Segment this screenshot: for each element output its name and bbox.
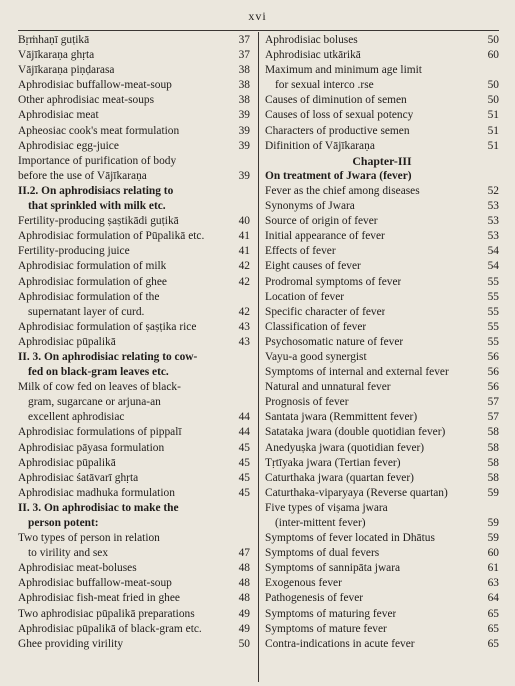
toc-entry-title: Vayu-a good synergist bbox=[265, 350, 367, 363]
toc-entry bbox=[18, 259, 250, 274]
toc-entry-title: II. 3. On aphrodisiac relating to cow- bbox=[18, 350, 198, 363]
toc-entry-page: 51 bbox=[487, 139, 499, 152]
toc-entry bbox=[265, 425, 499, 440]
toc-entry bbox=[265, 456, 499, 471]
toc-entry bbox=[265, 214, 499, 229]
toc-entry-page: 57 bbox=[487, 396, 499, 409]
toc-entry bbox=[18, 33, 250, 48]
toc-entry-page: 47 bbox=[238, 547, 250, 560]
toc-entry-title: Aphrodisiac buffallow-meat-soup bbox=[18, 577, 172, 590]
toc-entry-page: 53 bbox=[487, 200, 499, 213]
toc-entry-title: that sprinkled with milk etc. bbox=[28, 200, 166, 213]
section-heading bbox=[18, 350, 250, 365]
toc-entry bbox=[265, 108, 499, 123]
toc-entry-page: 54 bbox=[487, 245, 499, 258]
toc-entry-page: 50 bbox=[487, 34, 499, 46]
toc-entry-title: Aphrodisiac formulation of Pūpalikā etc. bbox=[18, 230, 205, 243]
toc-entry-page: 58 bbox=[487, 471, 499, 484]
toc-entry-title: fed on black-gram leaves etc. bbox=[28, 366, 169, 379]
toc-entry bbox=[265, 365, 499, 380]
toc-entry-page: 38 bbox=[238, 94, 250, 107]
toc-entry-title: Aphrodisiac pūpalikā of black-gram etc. bbox=[18, 622, 202, 635]
toc-entry-title: Anedyuṣka jwara (quotidian fever) bbox=[265, 441, 425, 454]
toc-entry bbox=[18, 63, 250, 78]
toc-entry-title: Fertility-producing juice bbox=[18, 245, 130, 258]
toc-entry-title: On treatment of Jwara (fever) bbox=[265, 169, 412, 182]
toc-entry-page: 63 bbox=[487, 577, 499, 590]
toc-entry-page: 39 bbox=[238, 124, 250, 137]
toc-entry-page: 53 bbox=[487, 230, 499, 243]
toc-entry bbox=[265, 124, 499, 139]
toc-entry-title: Prognosis of fever bbox=[265, 396, 349, 409]
toc-entry bbox=[265, 139, 499, 154]
toc-entry bbox=[18, 425, 250, 440]
toc-entry bbox=[18, 335, 250, 350]
toc-entry bbox=[265, 486, 499, 501]
toc-entry-page: 65 bbox=[487, 637, 499, 650]
toc-entry-page: 43 bbox=[238, 335, 250, 348]
toc-entry-page: 45 bbox=[238, 486, 250, 499]
toc-entry-title: Aphrodisiac formulation of ghee bbox=[18, 275, 167, 288]
toc-entry-page: 43 bbox=[238, 320, 250, 333]
toc-entry-page: 58 bbox=[487, 456, 499, 469]
toc-entry-title: person potent: bbox=[28, 517, 99, 529]
toc-entry-page: 42 bbox=[238, 260, 250, 273]
toc-entry bbox=[265, 275, 499, 290]
toc-entry-title: Chapter-III bbox=[352, 153, 412, 168]
toc-entry-title: Symptoms of mature fever bbox=[265, 622, 387, 635]
toc-entry-page: 53 bbox=[487, 215, 499, 228]
toc-entry-title: Source of origin of fever bbox=[265, 215, 378, 228]
toc-entry bbox=[18, 576, 250, 591]
toc-entry-page: 56 bbox=[487, 350, 499, 363]
toc-entry bbox=[18, 320, 250, 335]
toc-entry-title: Importance of purification of body bbox=[18, 154, 177, 167]
section-heading bbox=[265, 169, 499, 184]
toc-entry-page: 49 bbox=[238, 622, 250, 635]
page-number: xvi bbox=[248, 9, 267, 23]
toc-entry-page: 61 bbox=[487, 562, 499, 575]
toc-entry-title: Aphrodisiac meat bbox=[18, 109, 99, 122]
toc-entry bbox=[18, 214, 250, 229]
toc-entry bbox=[18, 108, 250, 123]
toc-entry-title: Psychosomatic nature of fever bbox=[265, 335, 404, 348]
toc-entry-page: 37 bbox=[238, 49, 250, 62]
toc-entry-page: 59 bbox=[487, 517, 499, 529]
toc-entry bbox=[18, 441, 250, 456]
toc-entry-title: Pathogenesis of fever bbox=[265, 592, 364, 605]
toc-entry-page: 38 bbox=[238, 64, 250, 77]
toc-entry bbox=[265, 93, 499, 108]
toc-entry-page: 56 bbox=[487, 366, 499, 379]
toc-entry-title: Contra-indications in acute fever bbox=[265, 637, 415, 650]
toc-entry-title: Milk of cow fed on leaves of black- bbox=[18, 381, 181, 394]
toc-entry-page: 55 bbox=[487, 290, 499, 303]
toc-entry-title: Santata jwara (Remmittent fever) bbox=[265, 411, 418, 424]
toc-entry bbox=[18, 410, 250, 425]
toc-entry-title: Symptoms of maturing fever bbox=[265, 607, 397, 620]
toc-entry-title: for sexual interco .rse bbox=[275, 79, 374, 92]
toc-entry-title: Fever as the chief among diseases bbox=[265, 184, 420, 197]
toc-entry-title: Aphrodisiac formulation of the bbox=[18, 290, 160, 303]
toc-entry-page: 48 bbox=[238, 577, 250, 590]
toc-entry-page: 60 bbox=[487, 49, 499, 62]
toc-entry bbox=[18, 139, 250, 154]
section-heading bbox=[18, 199, 250, 214]
toc-entry-page: 54 bbox=[487, 260, 499, 273]
toc-entry bbox=[265, 199, 499, 214]
toc-entry-title: excellent aphrodisiac bbox=[28, 411, 125, 424]
toc-entry-title: Two aphrodisiac pūpalikā preparations bbox=[18, 607, 195, 620]
toc-entry-page: 51 bbox=[487, 124, 499, 137]
section-heading bbox=[18, 365, 250, 380]
toc-entry bbox=[18, 229, 250, 244]
toc-entry-title: Bṛṁhaṇī guṭikā bbox=[18, 34, 90, 46]
toc-entry-title: Caturthaka-viparyaya (Reverse quartan) bbox=[265, 486, 448, 499]
toc-entry-page: 39 bbox=[238, 169, 250, 182]
toc-entry-page: 45 bbox=[238, 456, 250, 469]
toc-entry-title: Specific character of fever bbox=[265, 305, 386, 318]
toc-entry bbox=[18, 290, 250, 305]
toc-entry-title: Prodromal symptoms of fever bbox=[265, 275, 402, 288]
toc-entry bbox=[18, 244, 250, 259]
toc-entry bbox=[18, 486, 250, 501]
toc-entry-page: 55 bbox=[487, 335, 499, 348]
toc-entry-title: Causes of diminution of semen bbox=[265, 94, 407, 107]
toc-entry-title: Maximum and minimum age limit bbox=[265, 64, 422, 77]
toc-entry bbox=[265, 259, 499, 274]
toc-entry-title: to virility and sex bbox=[28, 547, 109, 560]
toc-entry bbox=[18, 546, 250, 561]
toc-entry-page: 58 bbox=[487, 426, 499, 439]
toc-entry bbox=[265, 335, 499, 350]
toc-entry-page: 45 bbox=[238, 471, 250, 484]
toc-entry-title: Aphrodisiac formulation of milk bbox=[18, 260, 167, 273]
toc-entry-title: Aphrodisiac pūpalikā bbox=[18, 456, 116, 469]
toc-entry-page: 51 bbox=[487, 109, 499, 122]
toc-entry-page: 50 bbox=[487, 79, 499, 92]
toc-right-column bbox=[265, 33, 499, 652]
toc-entry bbox=[18, 456, 250, 471]
toc-entry-page: 55 bbox=[487, 305, 499, 318]
toc-entry-page: 39 bbox=[238, 139, 250, 152]
toc-entry-title: Symptoms of fever located in Dhātus bbox=[265, 532, 435, 545]
toc-entry-page: 37 bbox=[238, 34, 250, 46]
toc-entry bbox=[18, 591, 250, 606]
toc-entry-title: Characters of productive semen bbox=[265, 124, 410, 137]
toc-entry bbox=[18, 471, 250, 486]
toc-entry bbox=[265, 516, 499, 531]
toc-entry bbox=[265, 410, 499, 425]
section-heading bbox=[18, 501, 250, 516]
toc-entry-page: 58 bbox=[487, 441, 499, 454]
toc-entry-title: Aphrodisiac utkārikā bbox=[265, 49, 361, 62]
toc-entry bbox=[265, 531, 499, 546]
chapter-heading bbox=[265, 154, 499, 169]
toc-entry-title: Location of fever bbox=[265, 290, 345, 303]
toc-entry-title: Aphrodisiac fish-meat fried in ghee bbox=[18, 592, 180, 605]
toc-entry-title: Effects of fever bbox=[265, 245, 336, 258]
toc-entry bbox=[265, 561, 499, 576]
header-rule bbox=[18, 30, 499, 31]
toc-entry-page: 45 bbox=[238, 441, 250, 454]
section-heading bbox=[18, 516, 250, 531]
toc-entry bbox=[18, 622, 250, 637]
toc-entry-title: Synonyms of Jwara bbox=[265, 200, 355, 213]
toc-entry bbox=[265, 637, 499, 652]
toc-entry-title: Aphrodisiac madhuka formulation bbox=[18, 486, 175, 499]
toc-entry bbox=[265, 320, 499, 335]
toc-entry-title: Difinition of Vājīkaraṇa bbox=[265, 139, 375, 152]
toc-entry-title: (inter-mittent fever) bbox=[275, 517, 366, 529]
toc-entry bbox=[18, 275, 250, 290]
toc-entry bbox=[265, 350, 499, 365]
toc-entry bbox=[265, 501, 499, 516]
toc-entry-title: Aphrodisiac formulations of pippalī bbox=[18, 426, 182, 439]
toc-entry bbox=[265, 290, 499, 305]
toc-entry-title: Tṛtīyaka jwara (Tertian fever) bbox=[265, 456, 401, 469]
toc-entry bbox=[18, 607, 250, 622]
toc-entry bbox=[18, 395, 250, 410]
toc-entry-title: Aphrodisiac boluses bbox=[265, 34, 358, 46]
toc-entry-page: 48 bbox=[238, 562, 250, 575]
toc-entry-title: Symptoms of sannipāta jwara bbox=[265, 562, 401, 575]
toc-entry bbox=[18, 169, 250, 184]
toc-entry-page: 44 bbox=[238, 411, 250, 424]
toc-entry bbox=[265, 184, 499, 199]
toc-entry-title: Eight causes of fever bbox=[265, 260, 361, 273]
toc-entry-title: Causes of loss of sexual potency bbox=[265, 109, 414, 122]
toc-entry-title: Classification of fever bbox=[265, 320, 367, 333]
toc-entry bbox=[265, 63, 499, 78]
toc-entry-page: 64 bbox=[487, 592, 499, 605]
toc-entry-page: 39 bbox=[238, 109, 250, 122]
toc-entry bbox=[265, 395, 499, 410]
toc-entry bbox=[18, 637, 250, 652]
toc-entry-title: Ghee providing virility bbox=[18, 637, 124, 650]
toc-entry-title: Natural and unnatural fever bbox=[265, 381, 391, 394]
toc-entry-title: Satataka jwara (double quotidian fever) bbox=[265, 426, 446, 439]
toc-entry-page: 57 bbox=[487, 411, 499, 424]
toc-entry-page: 59 bbox=[487, 486, 499, 499]
toc-entry bbox=[18, 48, 250, 63]
toc-entry-page: 55 bbox=[487, 320, 499, 333]
toc-entry bbox=[18, 561, 250, 576]
toc-entry-title: Fertility-producing ṣaṣtikādi guṭikā bbox=[18, 215, 179, 228]
toc-entry-title: Exogenous fever bbox=[265, 577, 342, 590]
toc-entry bbox=[18, 124, 250, 139]
toc-entry bbox=[18, 531, 250, 546]
toc-entry bbox=[265, 607, 499, 622]
toc-entry-page: 65 bbox=[487, 607, 499, 620]
toc-entry bbox=[265, 441, 499, 456]
toc-entry-title: Apheosiac cook's meat formulation bbox=[18, 124, 180, 137]
toc-entry-page: 65 bbox=[487, 622, 499, 635]
toc-entry bbox=[18, 305, 250, 320]
toc-entry bbox=[265, 546, 499, 561]
toc-entry-title: Aphrodisiac buffallow-meat-soup bbox=[18, 79, 172, 92]
toc-entry-title: Vājīkaraṇa ghṛta bbox=[18, 49, 95, 62]
toc-entry bbox=[18, 380, 250, 395]
toc-entry bbox=[265, 48, 499, 63]
toc-entry-title: Aphrodisiac egg-juice bbox=[18, 139, 119, 152]
toc-entry-page: 60 bbox=[487, 547, 499, 560]
toc-entry bbox=[265, 229, 499, 244]
toc-entry-title: Aphrodisiac śatāvarī ghṛta bbox=[18, 471, 139, 484]
toc-entry-page: 50 bbox=[487, 94, 499, 107]
toc-entry-title: II. 3. On aphrodisiac to make the bbox=[18, 501, 179, 514]
toc-entry-page: 38 bbox=[238, 79, 250, 92]
toc-entry-page: 41 bbox=[238, 245, 250, 258]
toc-entry-page: 50 bbox=[238, 637, 250, 650]
toc-entry-page: 55 bbox=[487, 275, 499, 288]
toc-entry bbox=[265, 471, 499, 486]
toc-entry-title: Five types of viṣama jwara bbox=[265, 501, 388, 514]
toc-entry-title: supernatant layer of curd. bbox=[28, 305, 145, 318]
toc-entry-title: Two types of person in relation bbox=[18, 532, 160, 545]
toc-entry-title: Aphrodisiac pūpalikā bbox=[18, 335, 116, 348]
toc-entry-page: 42 bbox=[238, 305, 250, 318]
toc-entry-title: Aphrodisiac formulation of ṣaṣṭika rice bbox=[18, 320, 197, 333]
toc-entry bbox=[18, 93, 250, 108]
toc-entry-page: 40 bbox=[238, 215, 250, 228]
toc-entry-title: Symptoms of internal and external fever bbox=[265, 366, 449, 379]
toc-entry bbox=[265, 78, 499, 93]
toc-entry-title: Caturthaka jwara (quartan fever) bbox=[265, 471, 414, 484]
toc-entry bbox=[18, 154, 250, 169]
toc-entry-page: 42 bbox=[238, 275, 250, 288]
toc-entry bbox=[265, 305, 499, 320]
toc-entry-page: 56 bbox=[487, 381, 499, 394]
toc-entry-title: Vājīkaraṇa piṇḍarasa bbox=[18, 64, 115, 77]
toc-entry-title: before the use of Vājīkaraṇa bbox=[18, 169, 147, 182]
toc-entry-title: gram, sugarcane or arjuna-an bbox=[28, 396, 161, 409]
toc-entry bbox=[265, 591, 499, 606]
toc-entry-title: Other aphrodisiac meat-soups bbox=[18, 94, 155, 107]
column-divider bbox=[258, 32, 259, 682]
toc-entry-page: 52 bbox=[487, 184, 499, 197]
toc-entry-title: Symptoms of dual fevers bbox=[265, 547, 380, 560]
toc-entry bbox=[18, 78, 250, 93]
toc-entry bbox=[265, 622, 499, 637]
toc-entry bbox=[265, 576, 499, 591]
toc-entry-title: Aphrodisiac pāyasa formulation bbox=[18, 441, 165, 454]
toc-entry-title: II.2. On aphrodisiacs relating to bbox=[18, 184, 174, 197]
toc-entry-page: 48 bbox=[238, 592, 250, 605]
toc-entry-title: Initial appearance of fever bbox=[265, 230, 385, 243]
toc-entry bbox=[265, 380, 499, 395]
toc-entry-page: 59 bbox=[487, 532, 499, 545]
toc-entry-page: 49 bbox=[238, 607, 250, 620]
toc-entry-title: Aphrodisiac meat-boluses bbox=[18, 562, 137, 575]
toc-entry bbox=[265, 244, 499, 259]
toc-left-column bbox=[18, 33, 250, 652]
section-heading bbox=[18, 184, 250, 199]
toc-entry bbox=[265, 33, 499, 48]
toc-entry-page: 44 bbox=[238, 426, 250, 439]
toc-entry-page: 41 bbox=[238, 230, 250, 243]
